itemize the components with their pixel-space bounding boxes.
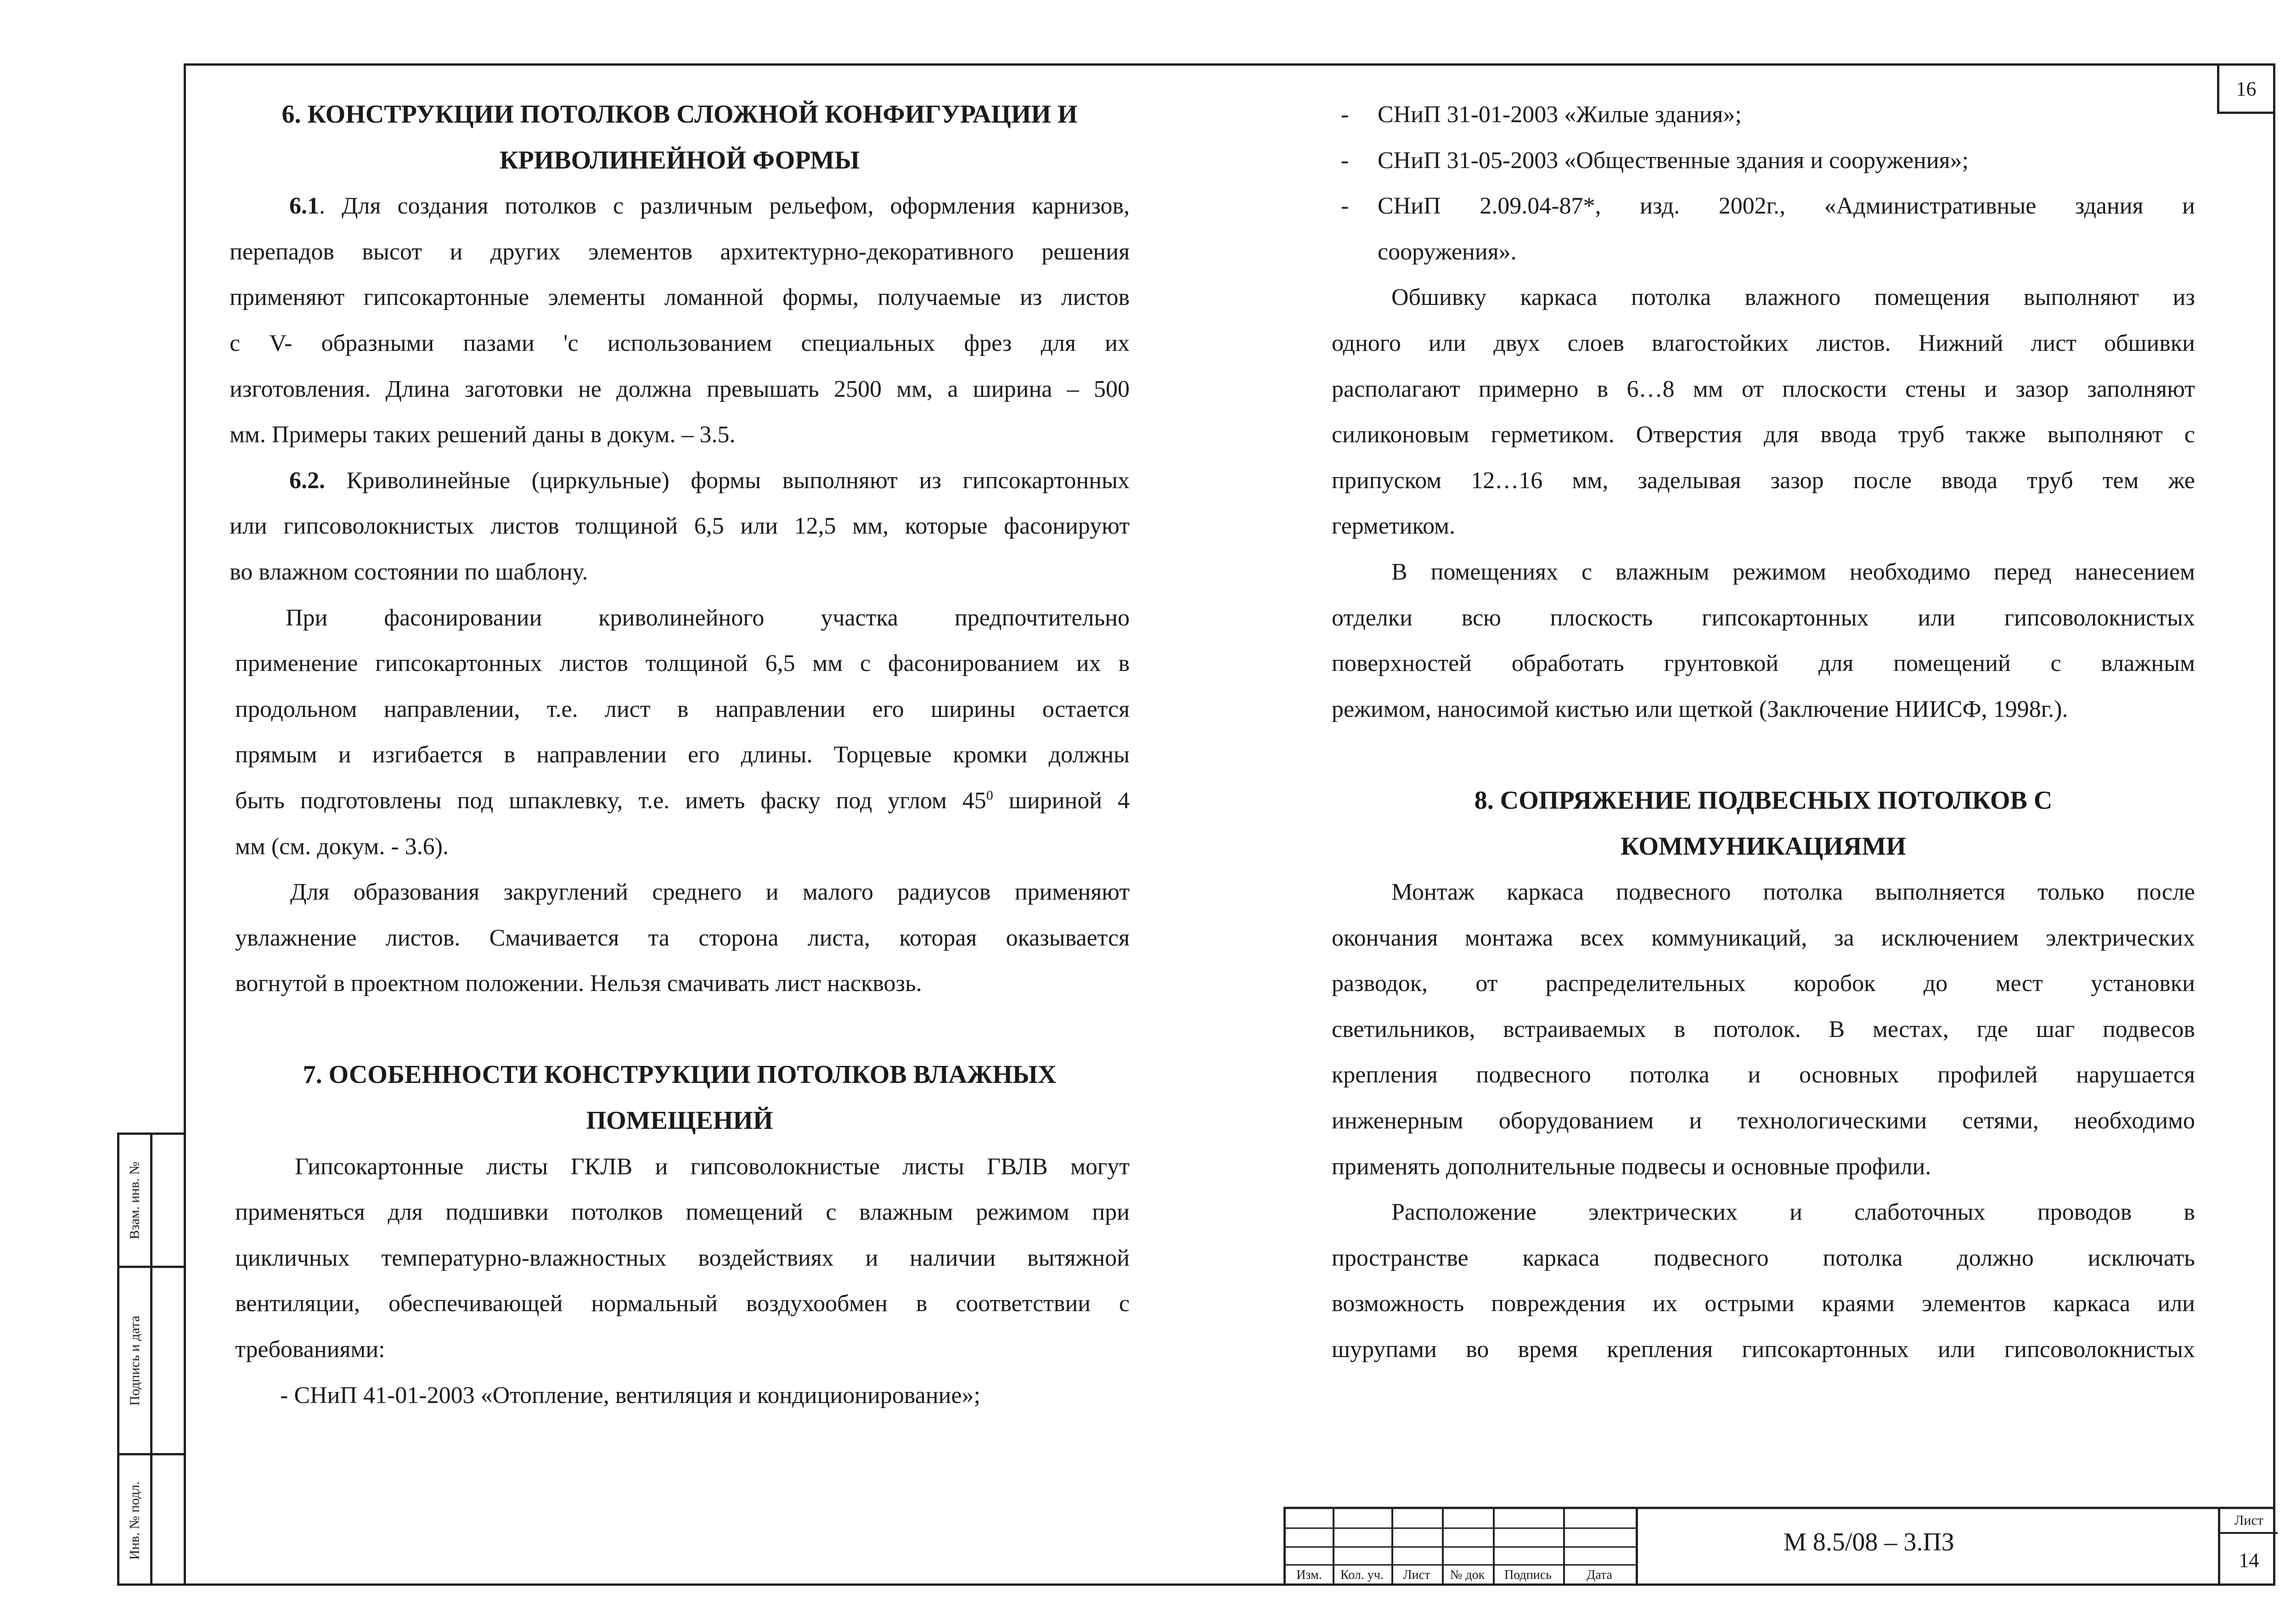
stamp-cell-replaced-inv <box>119 1135 184 1268</box>
text-line: При фасонировании криволинейного участка предпочтительно <box>286 604 1130 631</box>
text-line: применять дополнительные подвесы и основные профили. <box>1332 1153 1931 1180</box>
text-fragment: шириной 4 <box>993 787 1130 814</box>
text-line: применение гипсокартонных листов толщиной 6,5 мм с фасонированием их в <box>235 650 1130 677</box>
paragraph-sealing <box>1332 275 2195 549</box>
title-block <box>1283 1507 2275 1586</box>
text-line <box>235 778 1130 824</box>
heading-section-8 <box>1332 778 2195 869</box>
heading-line: КОММУНИКАЦИЯМИ <box>1621 832 1906 861</box>
text-line: Обшивку каркаса потолка влажного помещения выполняют из <box>1391 284 2195 311</box>
text-line: перепадов высот и других элементов архитектурно-декоративного решения <box>230 238 1130 265</box>
clause-number: 6.2. <box>289 467 325 494</box>
caption-date: Дата <box>1587 1568 1612 1582</box>
clause-number: 6.1 <box>289 193 319 220</box>
paragraph-primer <box>1332 549 2195 732</box>
text-line: во влажном состоянии по шаблону. <box>230 558 588 585</box>
text-line: пространстве каркаса подвесного потолка должно исключать <box>1332 1245 2195 1271</box>
text-line: располагают примерно в 6…8 мм от плоскости стены и зазор заполняют <box>1332 376 2195 402</box>
text-line: припуском 12…16 мм, заделывая зазор после ввода труб тем же <box>1332 467 2195 494</box>
text-line: вентиляции, обеспечивающей нормальный воздухообмен в соответствии с <box>235 1290 1130 1317</box>
caption-izm: Изм. <box>1296 1568 1322 1582</box>
text-line: окончания монтажа всех коммуникаций, за исключением электрических <box>1332 924 2195 951</box>
text-line: отделки всю плоскость гипсокартонных или гипсоволокнистых <box>1332 604 2195 631</box>
text-line: требованиями: <box>235 1336 385 1363</box>
paragraph-6-4 <box>230 869 1130 1007</box>
left-column <box>230 92 1130 1418</box>
caption-kol-uch: Кол. уч. <box>1340 1568 1384 1582</box>
text-line: с V- образными пазами 'с использованием специальных фрез для их <box>230 330 1130 356</box>
text-line: силиконовым герметиком. Отверстия для ввода труб также выполняют с <box>1332 422 2195 448</box>
text-line: инженерным оборудованием и технологическими сетями, необходимо <box>1332 1108 2195 1134</box>
text-line: цикличных температурно-влажностных воздействиях и наличии вытяжной <box>235 1245 1130 1271</box>
stamp-label: Подпись и дата <box>127 1315 142 1406</box>
stamp-cell-original-inv <box>119 1455 184 1586</box>
text-line: возможность повреждения их острыми краями элементов каркаса или <box>1332 1290 2195 1317</box>
text-line: применяют гипсокартонные элементы ломанной формы, получаемые из листов <box>230 284 1130 311</box>
text-line: В помещениях с влажным режимом необходимо перед нанесением <box>1391 558 2195 585</box>
text-line: или гипсоволокнистых листов толщиной 6,5 или 12,5 мм, которые фасонируют <box>230 513 1130 540</box>
caption-doc-no: № док <box>1450 1568 1485 1582</box>
side-stamp <box>117 1132 186 1586</box>
stamp-label: Взам. инв. № <box>127 1161 142 1240</box>
paragraph-7-1 <box>230 1144 1130 1373</box>
text-line: мм. Примеры таких решений даны в докум. – 3.5. <box>230 422 736 448</box>
sheet-box <box>2218 1509 2278 1586</box>
sheet-label: Лист <box>2220 1509 2278 1534</box>
heading-section-7 <box>230 1052 1130 1144</box>
heading-line: 6. КОНСТРУКЦИИ ПОТОЛКОВ СЛОЖНОЙ КОНФИГУРАЦИИ И <box>281 100 1078 129</box>
stamp-cell-signature-date <box>119 1268 184 1455</box>
text-line: Криволинейные (циркульные) формы выполняют из гипсокартонных <box>325 467 1130 494</box>
text-line: продольном направлении, т.е. лист в направлении его ширины остается <box>235 696 1130 722</box>
paragraph-wiring <box>1332 1189 2195 1372</box>
text-line: применяться для подшивки потолков помещений с влажным режимом при <box>235 1199 1130 1226</box>
text-line: изготовления. Длина заготовки не должна превышать 2500 мм, а ширина – 500 <box>230 376 1130 402</box>
sheet-number: 14 <box>2239 1549 2259 1572</box>
degree-superscript: 0 <box>986 788 993 803</box>
revision-grid <box>1286 1509 1636 1586</box>
heading-line: 8. СОПРЯЖЕНИЕ ПОДВЕСНЫХ ПОТОЛКОВ С <box>1474 786 2053 815</box>
norm-list-item: - СНиП 31-01-2003 «Жилые здания»; <box>1332 92 2195 138</box>
text-line: прямым и изгибается в направлении его длины. Торцевые кромки должны <box>235 742 1130 768</box>
caption-list: Лист <box>1403 1568 1430 1582</box>
norm-list-item: - СНиП 2.09.04-87*, изд. 2002г., «Административные здания и <box>1332 183 2195 229</box>
heading-line: ПОМЕЩЕНИЙ <box>586 1106 773 1135</box>
text-line: Монтаж каркаса подвесного потолка выполняется только после <box>1391 879 2195 906</box>
text-line: . Для создания потолков с различным рельефом, оформления карнизов, <box>319 193 1130 220</box>
norm-list-item: - СНиП 31-05-2003 «Общественные здания и сооружения»; <box>1332 138 2195 184</box>
text-line: увлажнение листов. Смачивается та сторона листа, которая оказывается <box>235 924 1130 951</box>
heading-line: 7. ОСОБЕННОСТИ КОНСТРУКЦИИ ПОТОЛКОВ ВЛАЖНЫХ <box>303 1060 1057 1089</box>
caption-signature: Подпись <box>1504 1568 1552 1582</box>
paragraph-6-2 <box>230 458 1130 595</box>
norm-reference: - СНиП 41-01-2003 «Отопление, вентиляция и кондиционирование»; <box>280 1382 980 1409</box>
text-line: Для образования закруглений среднего и малого радиусов применяют <box>290 879 1130 906</box>
paragraph-6-1 <box>230 183 1130 458</box>
text-fragment: быть подготовлены под шпаклевку, т.е. иметь фаску под углом 45 <box>235 787 986 814</box>
text-line: Расположение электрических и слаботочных проводов в <box>1391 1199 2195 1226</box>
right-column <box>1332 92 2195 1373</box>
text-line: режимом, наносимой кистью или щеткой (Заключение НИИСФ, 1998г.). <box>1332 696 2068 722</box>
text-line: поверхностей обработать грунтовкой для помещений с влажным <box>1332 650 2195 677</box>
text-line: шурупами во время крепления гипсокартонных или гипсоволокнистых <box>1332 1336 2195 1363</box>
text-line: мм (см. докум. - 3.6). <box>235 833 449 860</box>
text-line: одного или двух слоев влагостойких листов. Нижний лист обшивки <box>1332 330 2195 356</box>
heading-section-6 <box>230 92 1130 183</box>
document-code: М 8.5/08 – 3.ПЗ <box>1784 1528 1954 1556</box>
text-line: герметиком. <box>1332 513 1456 540</box>
paragraph-6-3 <box>230 595 1130 870</box>
text-line: Гипсокартонные листы ГКЛВ и гипсоволокнистые листы ГВЛВ могут <box>295 1153 1130 1180</box>
text-line: вогнутой в проектном положении. Нельзя смачивать лист насквозь. <box>235 970 922 997</box>
paragraph-mounting <box>1332 869 2195 1189</box>
text-line: разводок, от распределительных коробок до мест установки <box>1332 970 2195 997</box>
stamp-label: Инв. № подл. <box>127 1481 142 1560</box>
page-number-top: 16 <box>2217 63 2275 114</box>
heading-line: КРИВОЛИНЕЙНОЙ ФОРМЫ <box>499 146 860 175</box>
text-line: светильников, встраиваемых в потолок. В местах, где шаг подвесов <box>1332 1016 2195 1042</box>
norm-list-item-continued: сооружения». <box>1378 238 1517 265</box>
text-line: крепления подвесного потолка и основных профилей нарушается <box>1332 1062 2195 1088</box>
